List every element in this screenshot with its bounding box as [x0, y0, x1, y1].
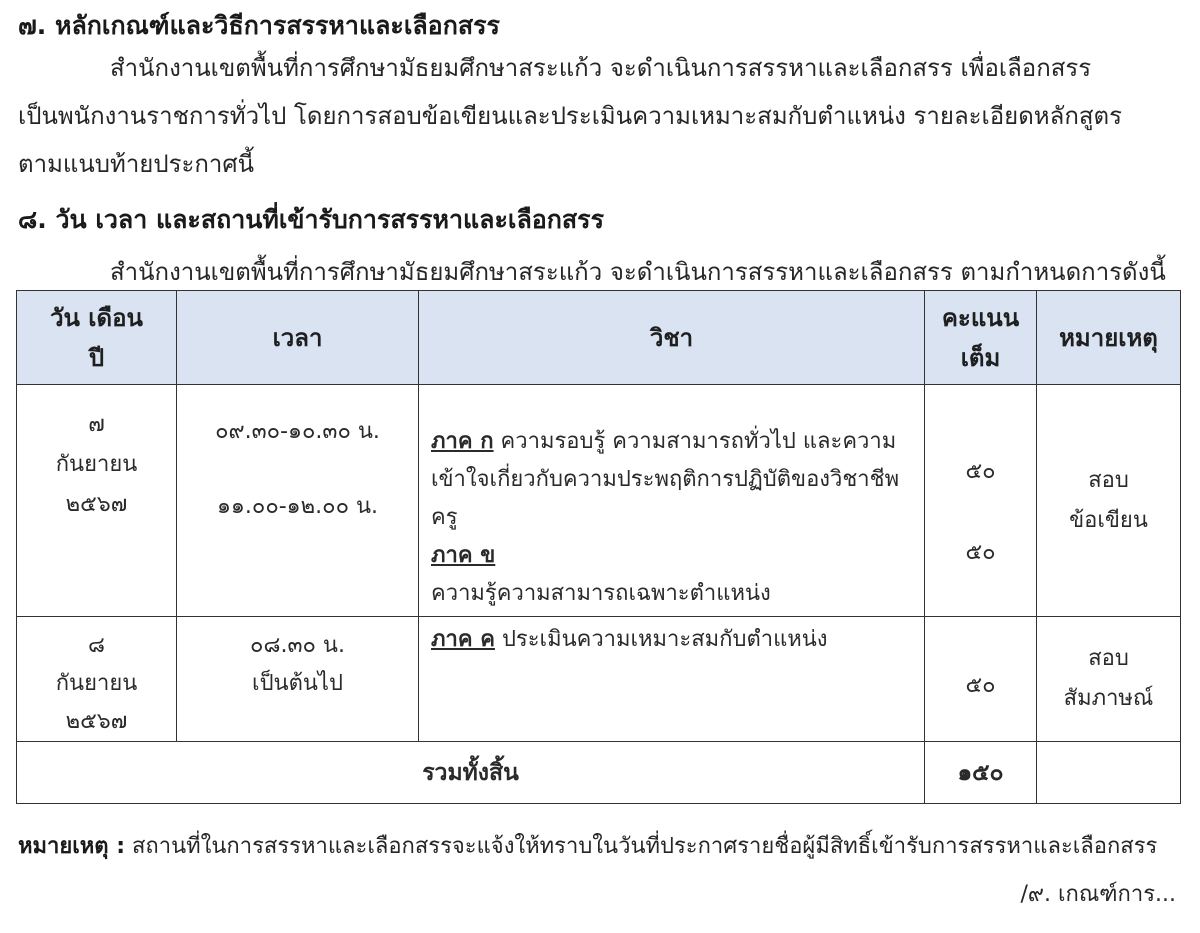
header-subject: วิชา — [419, 291, 925, 385]
section-8-intro: สำนักงานเขตพื้นที่การศึกษามัธยมศึกษาสระแก้ว จะดำเนินการสรรหาและเลือกสรร ตามกำหนดการดังนี้ — [110, 258, 1166, 286]
row2-note: สอบ สัมภาษณ์ — [1037, 617, 1181, 742]
section-7-line-1: สำนักงานเขตพื้นที่การศึกษามัธยมศึกษาสระแก้ว จะดำเนินการสรรหาและเลือกสรร เพื่อเลือกสรร — [110, 54, 1092, 82]
table-total-row — [17, 742, 1181, 804]
header-time: เวลา — [177, 291, 419, 385]
table-header-row — [17, 291, 1181, 385]
section-8-heading: ๘. วัน เวลา และสถานที่เข้ารับการสรรหาและเลือกสรร — [18, 205, 605, 234]
header-note: หมายเหตุ — [1037, 291, 1181, 385]
part-b-title: ภาค ข — [431, 543, 496, 568]
row1-time: ๐๙.๓๐-๑๐.๓๐ น. ๑๑.๐๐-๑๒.๐๐ น. — [177, 385, 419, 617]
total-label: รวมทั้งสิ้น — [17, 742, 925, 804]
header-score: คะแนน เต็ม — [925, 291, 1037, 385]
row2-subject: ภาค ค ประเมินความเหมาะสมกับตำแหน่ง — [419, 617, 925, 742]
part-a-title: ภาค ก — [431, 429, 494, 454]
section-7-heading: ๗. หลักเกณฑ์และวิธีการสรรหาและเลือกสรร — [18, 11, 500, 40]
total-note-empty — [1037, 742, 1181, 804]
section-7-line-3: ตามแนบท้ายประกาศนี้ — [18, 150, 255, 178]
remark-note: หมายเหตุ : สถานที่ในการสรรหาและเลือกสรรจะแจ้งให้ทราบในวันที่ประกาศรายชื่อผู้มีสิทธิ์เข้ารับการสรรหาและเลือกสรร — [18, 834, 1158, 859]
row2-date: ๘ กันยายน ๒๕๖๗ — [17, 617, 177, 742]
section-7-line-2: เป็นพนักงานราชการทั่วไป โดยการสอบข้อเขียนและประเมินความเหมาะสมกับตำแหน่ง รายละเอียดหลักสูตร — [18, 102, 1122, 130]
page-continuation: /๙. เกณฑ์การ... — [1020, 882, 1176, 907]
row1-note: สอบ ข้อเขียน — [1037, 385, 1181, 617]
row2-score: ๕๐ — [925, 617, 1037, 742]
section-7-paragraph — [18, 44, 1182, 188]
header-date: วัน เดือน ปี — [17, 291, 177, 385]
table-row — [17, 385, 1181, 617]
row1-date: ๗ กันยายน ๒๕๖๗ — [17, 385, 177, 617]
table-row — [17, 617, 1181, 742]
row1-subject: ภาค ก ความรอบรู้ ความสามารถทั่วไป และความ เข้าใจเกี่ยวกับความประพฤติการปฏิบัติของวิชาชีพครู ภาค ข ความรู้ความสามารถเฉพาะตำแหน่ง — [419, 385, 925, 617]
exam-schedule-table — [16, 290, 1181, 804]
row2-time: ๐๘.๓๐ น. เป็นต้นไป — [177, 617, 419, 742]
row1-score: ๕๐ ๕๐ — [925, 385, 1037, 617]
part-c-title: ภาค ค — [431, 627, 495, 652]
total-score: ๑๕๐ — [925, 742, 1037, 804]
remark-label: หมายเหตุ : — [18, 834, 126, 859]
